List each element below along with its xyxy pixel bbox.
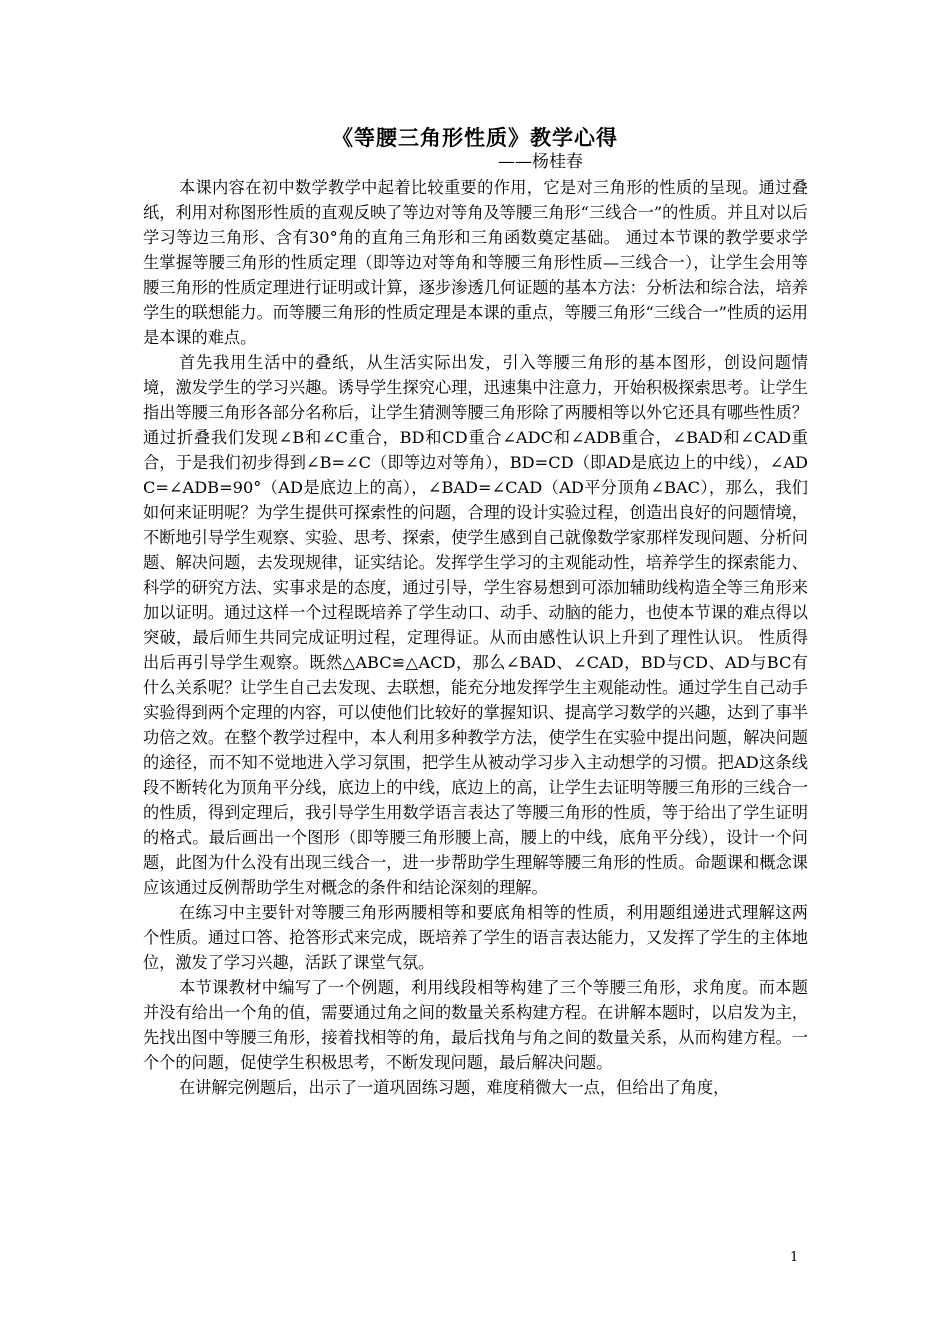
document-title: 《等腰三角形性质》教学心得 xyxy=(332,126,618,150)
paragraph-2: 首先我用生活中的叠纸，从生活实际出发，引入等腰三角形的基本图形，创设问题情境，激发学生的学习兴趣。诱导学生探究心理，迅速集中注意力，开始积极探索思考。让学生指出等腰三角形各部分名称后，让学生猜测等腰三角形除了两腰相等以外它还具有哪些性质？通过折叠我们发现∠B和∠C重合，BD和CD重合∠ADC和∠ADB重合，∠BAD和∠CAD重合，于是我们初步得到∠B=∠C（即等边对等角），BD=CD（即AD是底边上的中线），∠ADC=∠ADB=90°（AD是底边上的高），∠BAD=∠CAD（AD平分顶角∠BAC），那么，我们如何来证明呢？为学生提供可探索性的问题，合理的设计实验过程，创造出良好的问题情境，不断地引导学生观察、实验、思考、探索，使学生感到自己就像数学家那样发现问题、分析问题、解决问题，去发现规律，证实结论。发挥学生学习的主观能动性，培养学生的探索能力、科学的研究方法、实事求是的态度，通过引导，学生容易想到可添加辅助线构造全等三角形来加以证明。通过这样一个过程既培养了学生动口、动手、动脑的能力，也使本节课的难点得以突破，最后师生共同完成证明过程，定理得证。从而由感性认识上升到了理性认识。 性质得出后再引导学生观察。既然△ABC≌△ACD，那么∠BAD、∠CAD，BD与CD、AD与BC有什么关系呢？让学生自己去发现、去联想，能充分地发挥学生主观能动性。通过学生自己动手实验得到两个定理的内容，可以使他们比较好的掌握知识、提高学习数学的兴趣，达到了事半功倍之效。在整个教学过程中，本人利用多种教学方法，使学生在实验中提出问题，解决问题的途径，而不知不觉地进入学习氛围，把学生从被动学习步入主动想学的习惯。把AD这条线段不断转化为顶角平分线，底边上的中线，底边上的高，让学生去证明等腰三角形的三线合一的性质，得到定理后，我引导学生用数学语言表达了等腰三角形的性质，等于给出了学生证明的格式。最后画出一个图形（即等腰三角形腰上高，腰上的中线，底角平分线），设计一个问题，此图为什么没有出现三线合一，进一步帮助学生理解等腰三角形的性质。命题课和概念课应该通过反例帮助学生对概念的条件和结论深刻的理解。 xyxy=(143,353,808,897)
page-number: 1 xyxy=(790,1250,799,1265)
document-body xyxy=(143,175,808,1100)
paragraph-3: 在练习中主要针对等腰三角形两腰相等和要底角相等的性质，利用题组递进式理解这两个性质。通过口答、抢答形式来完成，既培养了学生的语言表达能力，又发挥了学生的主体地位，激发了学习兴趣，活跃了课堂气氛。 xyxy=(143,903,808,972)
paragraph-5: 在讲解完例题后，出示了一道巩固练习题，难度稍微大一点，但给出了角度， xyxy=(179,1078,730,1097)
paragraph-4: 本节课教材中编写了一个例题，利用线段相等构建了三个等腰三角形，求角度。而本题并没有给出一个角的值，需要通过角之间的数量关系构建方程。在讲解本题时，以启发为主，先找出图中等腰三角形，接着找相等的角，最后找角与角之间的数量关系，从而构建方程。一个个的问题，促使学生积极思考，不断发现问题，最后解决问题。 xyxy=(143,978,808,1072)
paragraph-1: 本课内容在初中数学教学中起着比较重要的作用，它是对三角形的性质的呈现。通过叠纸，利用对称图形性质的直观反映了等边对等角及等腰三角形“三线合一”的性质。并且对以后学习等边三角形、含有30°角的直角三角形和三角函数奠定基础。 通过本节课的教学要求学生掌握等腰三角形的性质定理（即等边对等角和等腰三角形性质—三线合一），让学生会用等腰三角形的性质定理进行证明或计算，逐步渗透几何证题的基本方法：分析法和综合法，培养学生的联想能力。而等腰三角形的性质定理是本课的重点，等腰三角形“三线合一”性质的运用是本课的难点。 xyxy=(143,178,808,347)
document-author: ——杨桂春 xyxy=(498,152,583,172)
